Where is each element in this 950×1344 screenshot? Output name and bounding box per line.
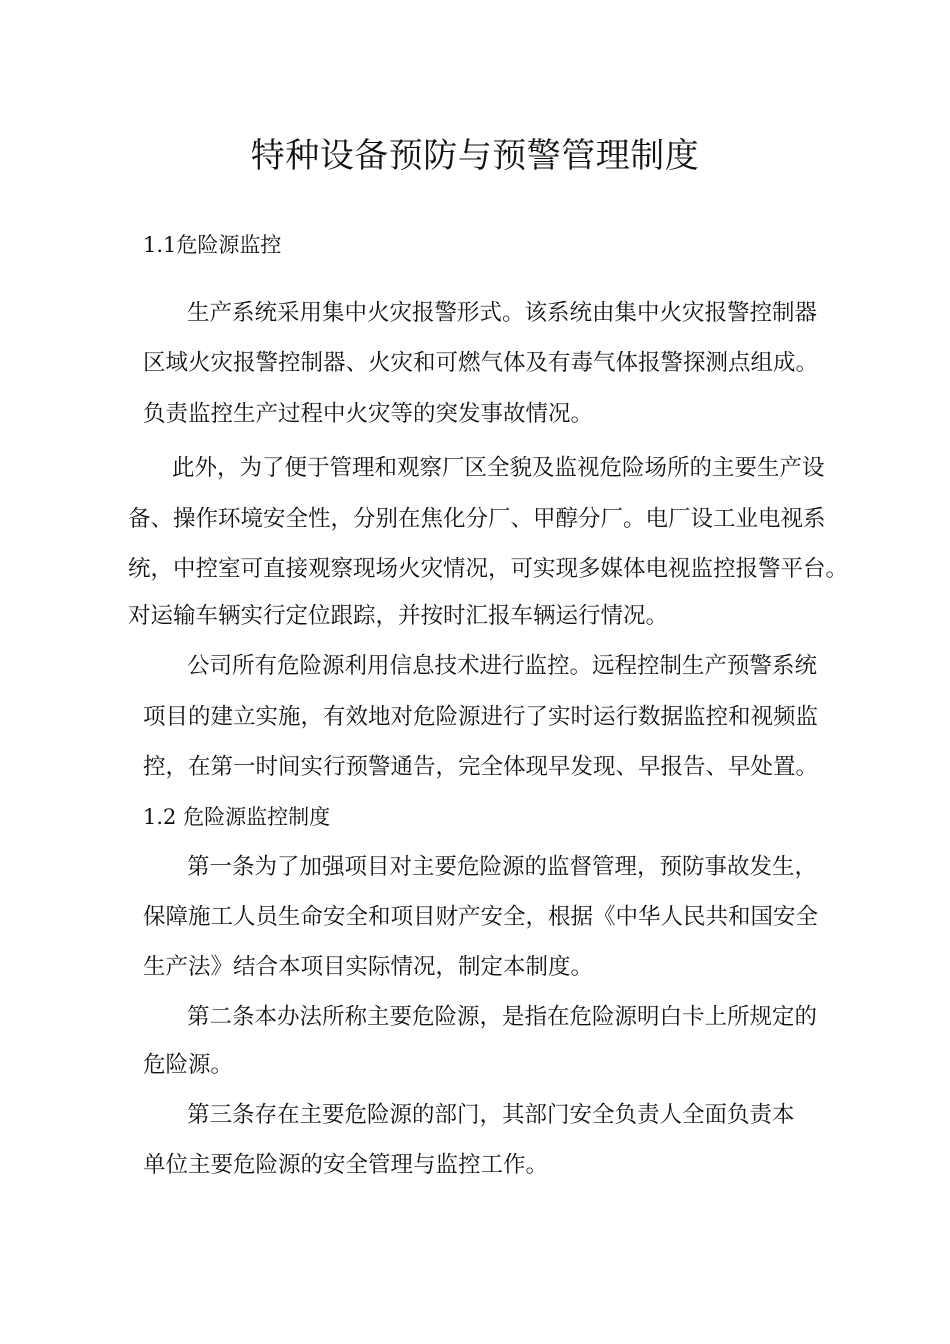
- paragraph-line: 生产法》结合本项目实际情况，制定本制度。: [143, 954, 594, 980]
- paragraph-line: 此外，为了便于管理和观察厂区全貌及监视危险场所的主要生产设: [172, 455, 825, 481]
- paragraph-line: 危险源。: [143, 1052, 234, 1078]
- paragraph-line: 控，在第一时间实行预警通告，完全体现早发现、早报告、早处置。: [143, 754, 819, 780]
- document-title: 特种设备预防与预警管理制度: [250, 136, 700, 176]
- paragraph-line: 区域火灾报警控制器、火灾和可燃气体及有毒气体报警探测点组成。: [143, 350, 819, 376]
- paragraph-line: 项目的建立实施，有效地对危险源进行了实时运行数据监控和视频监: [143, 704, 819, 730]
- paragraph-line: 备、操作环境安全性，分别在焦化分厂、甲醇分厂。电厂设工业电视系: [128, 506, 826, 532]
- paragraph-line: 保障施工人员生命安全和项目财产安全，根据《中华人民共和国安全: [143, 904, 819, 930]
- paragraph-line: 生产系统采用集中火灾报警形式。该系统由集中火灾报警控制器: [187, 300, 818, 326]
- paragraph-line: 单位主要危险源的安全管理与监控工作。: [143, 1152, 549, 1178]
- section-heading-1-1: 1.1危险源监控: [143, 233, 282, 257]
- paragraph-line: 负责监控生产过程中火灾等的突发事故情况。: [143, 401, 594, 427]
- paragraph-line: 统，中控室可直接观察现场火灾情况，可实现多媒体电视监控报警平台。: [128, 556, 849, 582]
- paragraph-line: 对运输车辆实行定位跟踪，并按时汇报车辆运行情况。: [128, 603, 669, 629]
- paragraph-line: 公司所有危险源利用信息技术进行监控。远程控制生产预警系统: [187, 653, 818, 679]
- section-heading-1-2: 1.2 危险源监控制度: [143, 805, 331, 829]
- paragraph-line: 第三条存在主要危险源的部门，其部门安全负责人全面负责本: [187, 1102, 795, 1128]
- paragraph-line: 第二条本办法所称主要危险源，是指在危险源明白卡上所规定的: [187, 1004, 818, 1030]
- paragraph-line: 第一条为了加强项目对主要危险源的监督管理，预防事故发生，: [187, 854, 818, 880]
